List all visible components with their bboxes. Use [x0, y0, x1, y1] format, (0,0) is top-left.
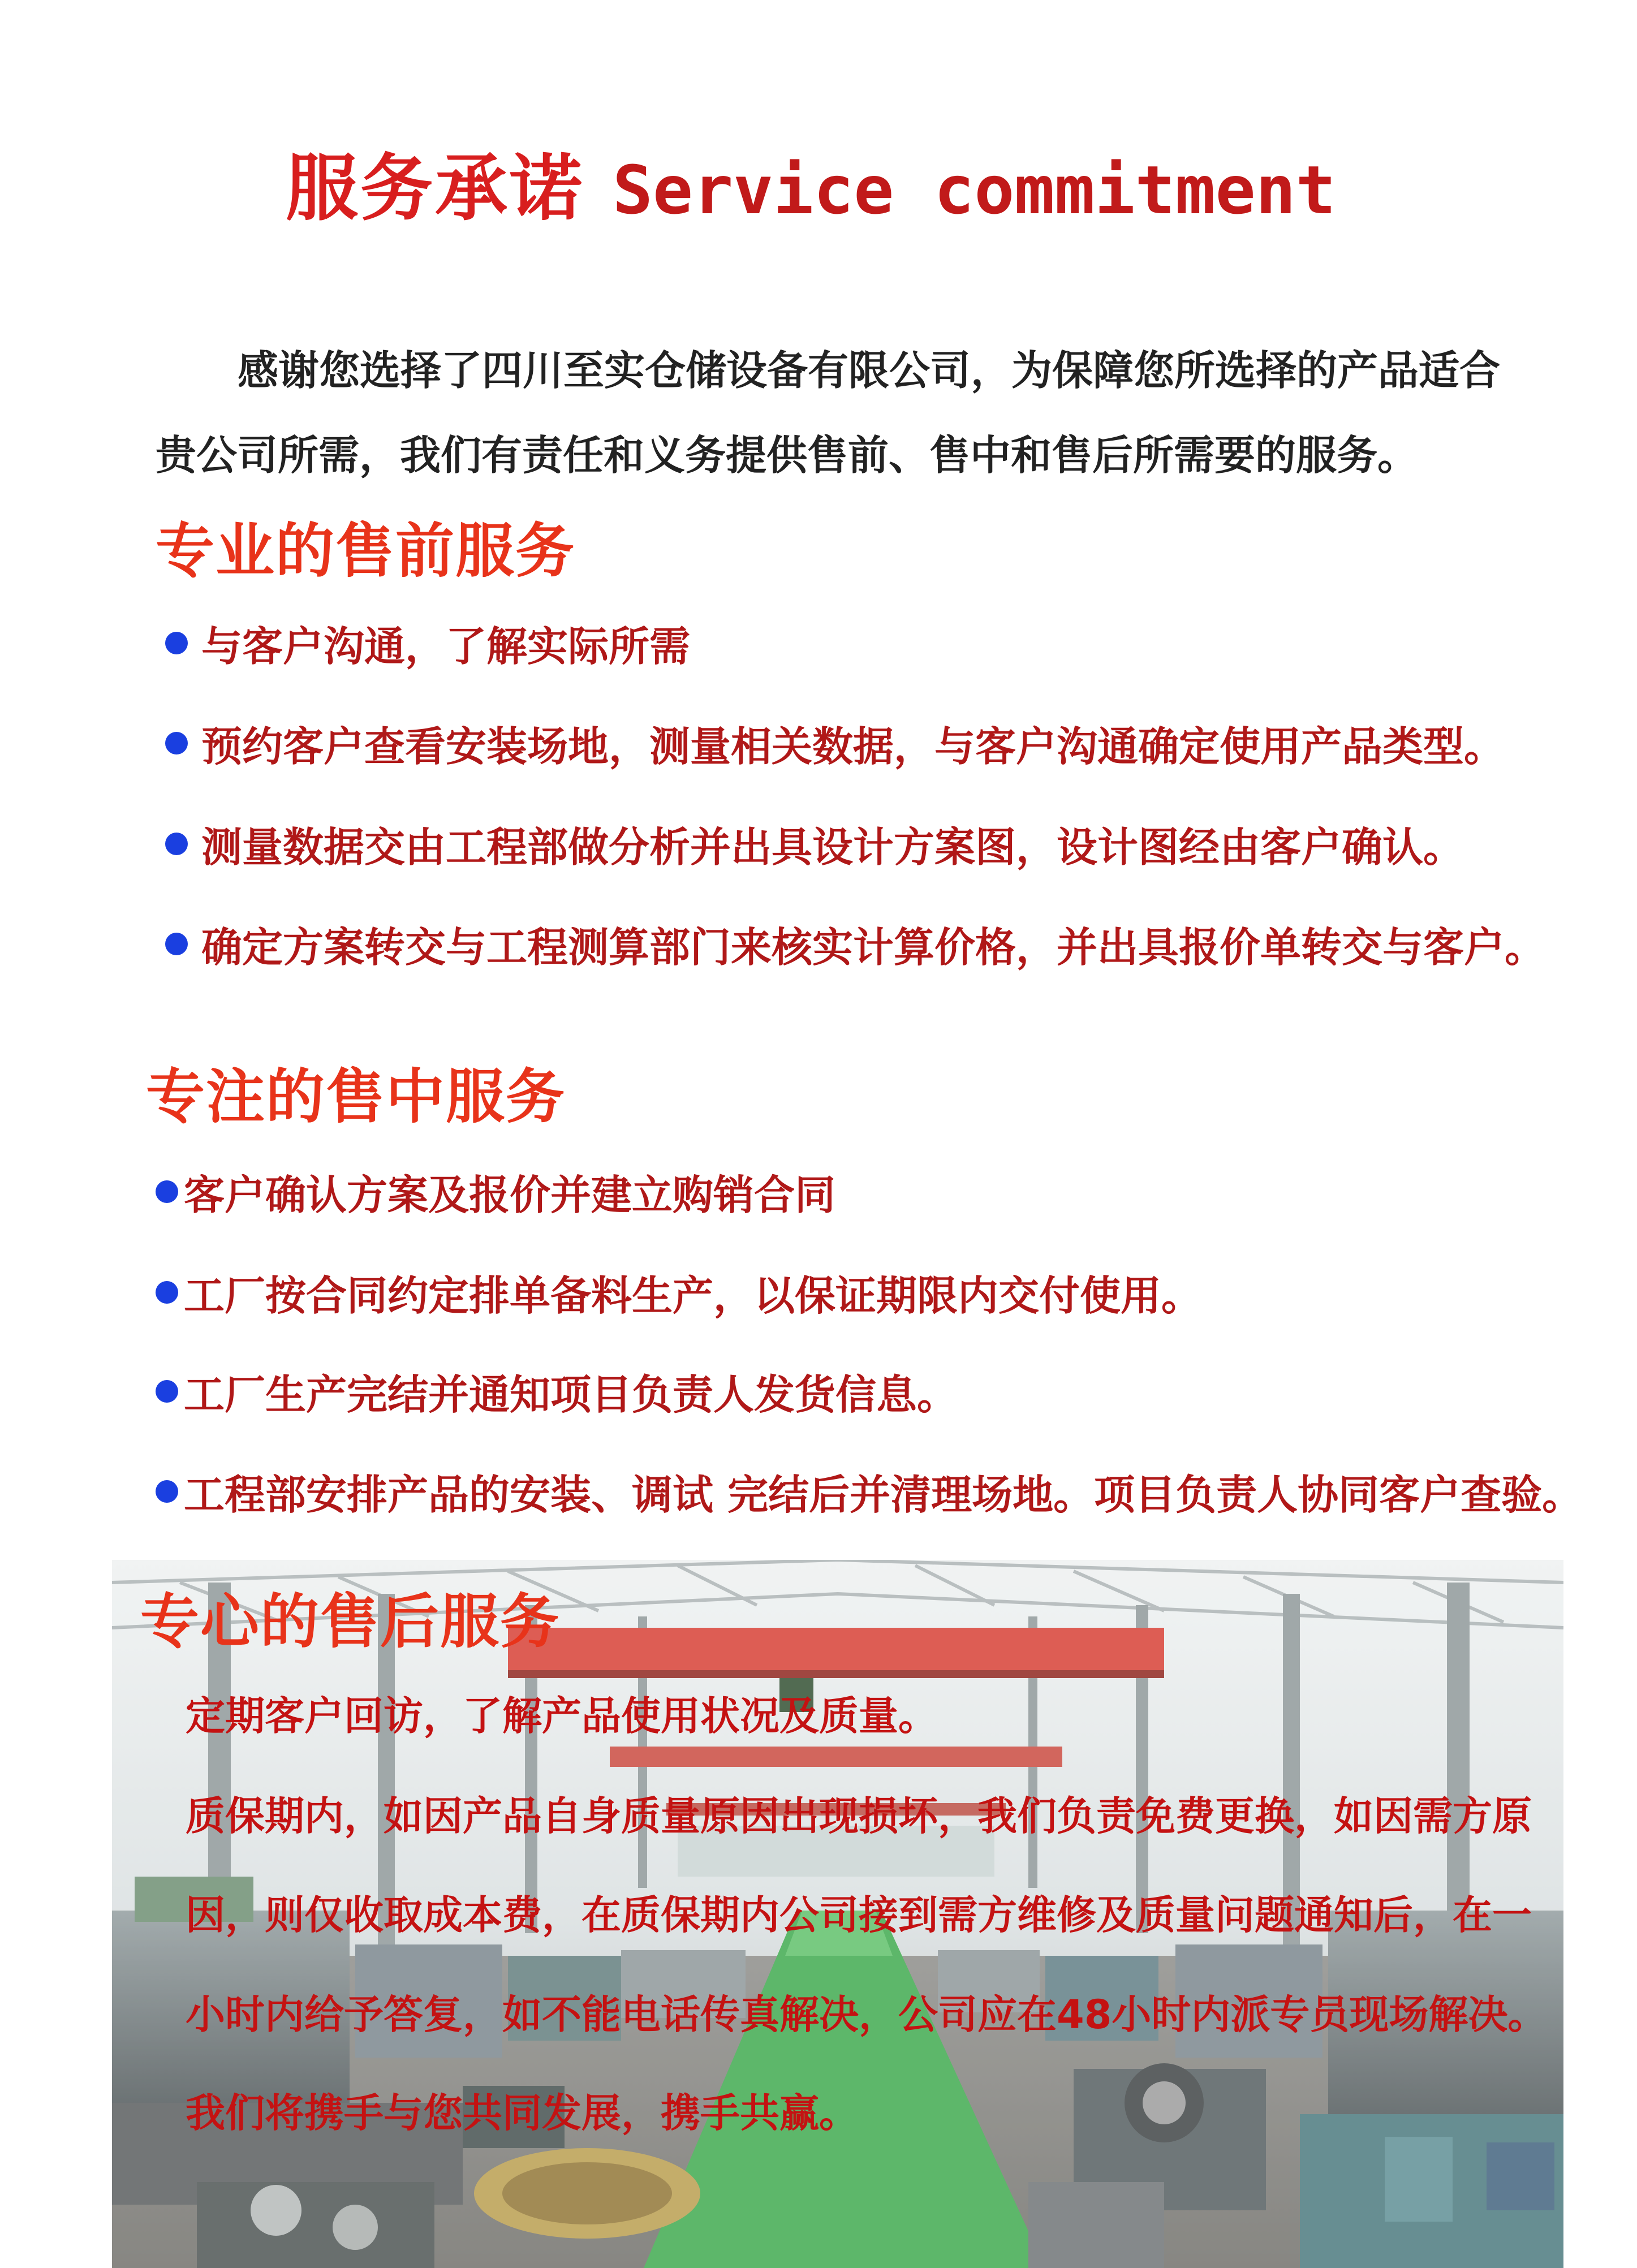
bullet-icon	[156, 1480, 178, 1503]
insale-item: 工厂按合同约定排单备料生产，以保证期限内交付使用。	[156, 1263, 1202, 1322]
presale-item: 预约客户查看安装场地，测量相关数据，与客户沟通确定使用产品类型。	[165, 714, 1505, 773]
title-english: Service commitment	[613, 151, 1336, 229]
intro-paragraph	[156, 328, 1513, 498]
bullet-icon	[165, 833, 188, 855]
bullet-icon	[156, 1180, 178, 1203]
page-title	[286, 130, 1336, 234]
insale-item: 工厂生产完结并通知项目负责人发货信息。	[156, 1362, 958, 1421]
presale-heading: 专业的售前服务	[156, 516, 576, 585]
intro-line-1: 感谢您选择了四川至实仓储设备有限公司，为保障您所选择的产品适合	[238, 347, 1501, 394]
bullet-icon	[165, 933, 188, 955]
aftersale-line: 小时内给予答复，如不能电话传真解决，公司应在48小时内派专员现场解决。	[186, 1991, 1548, 2038]
bullet-icon	[156, 1380, 178, 1403]
bullet-icon	[156, 1281, 178, 1304]
presale-item: 测量数据交由工程部做分析并出具设计方案图，设计图经由客户确认。	[165, 814, 1464, 873]
aftersale-line: 我们将携手与您共同发展，携手共赢。	[186, 2090, 859, 2136]
insale-heading: 专注的售中服务	[146, 1062, 566, 1131]
presale-item: 确定方案转交与工程测算部门来核实计算价格，并出具报价单转交与客户。	[165, 915, 1545, 973]
insale-item: 客户确认方案及报价并建立购销合同	[156, 1162, 835, 1221]
title-chinese: 服务承诺	[286, 146, 585, 231]
aftersale-heading: 专心的售后服务	[140, 1587, 561, 1656]
aftersale-line: 质保期内，如因产品自身质量原因出现损坏，我们负责免费更换，如因需方原	[186, 1793, 1532, 1839]
bullet-icon	[165, 632, 188, 654]
bullet-icon	[165, 732, 188, 754]
aftersale-line: 定期客户回访，了解产品使用状况及质量。	[186, 1693, 938, 1739]
aftersale-line: 因，则仅收取成本费，在质保期内公司接到需方维修及质量问题通知后，在一	[186, 1892, 1532, 1938]
intro-line-2: 贵公司所需，我们有责任和义务提供售前、售中和售后所需要的服务。	[156, 432, 1419, 479]
factory-workshop-photo	[112, 1560, 1563, 2268]
insale-item: 工程部安排产品的安装、调试 完结后并清理场地。项目负责人协同客户查验。	[156, 1462, 1583, 1521]
presale-item: 与客户沟通，了解实际所需	[165, 614, 690, 672]
